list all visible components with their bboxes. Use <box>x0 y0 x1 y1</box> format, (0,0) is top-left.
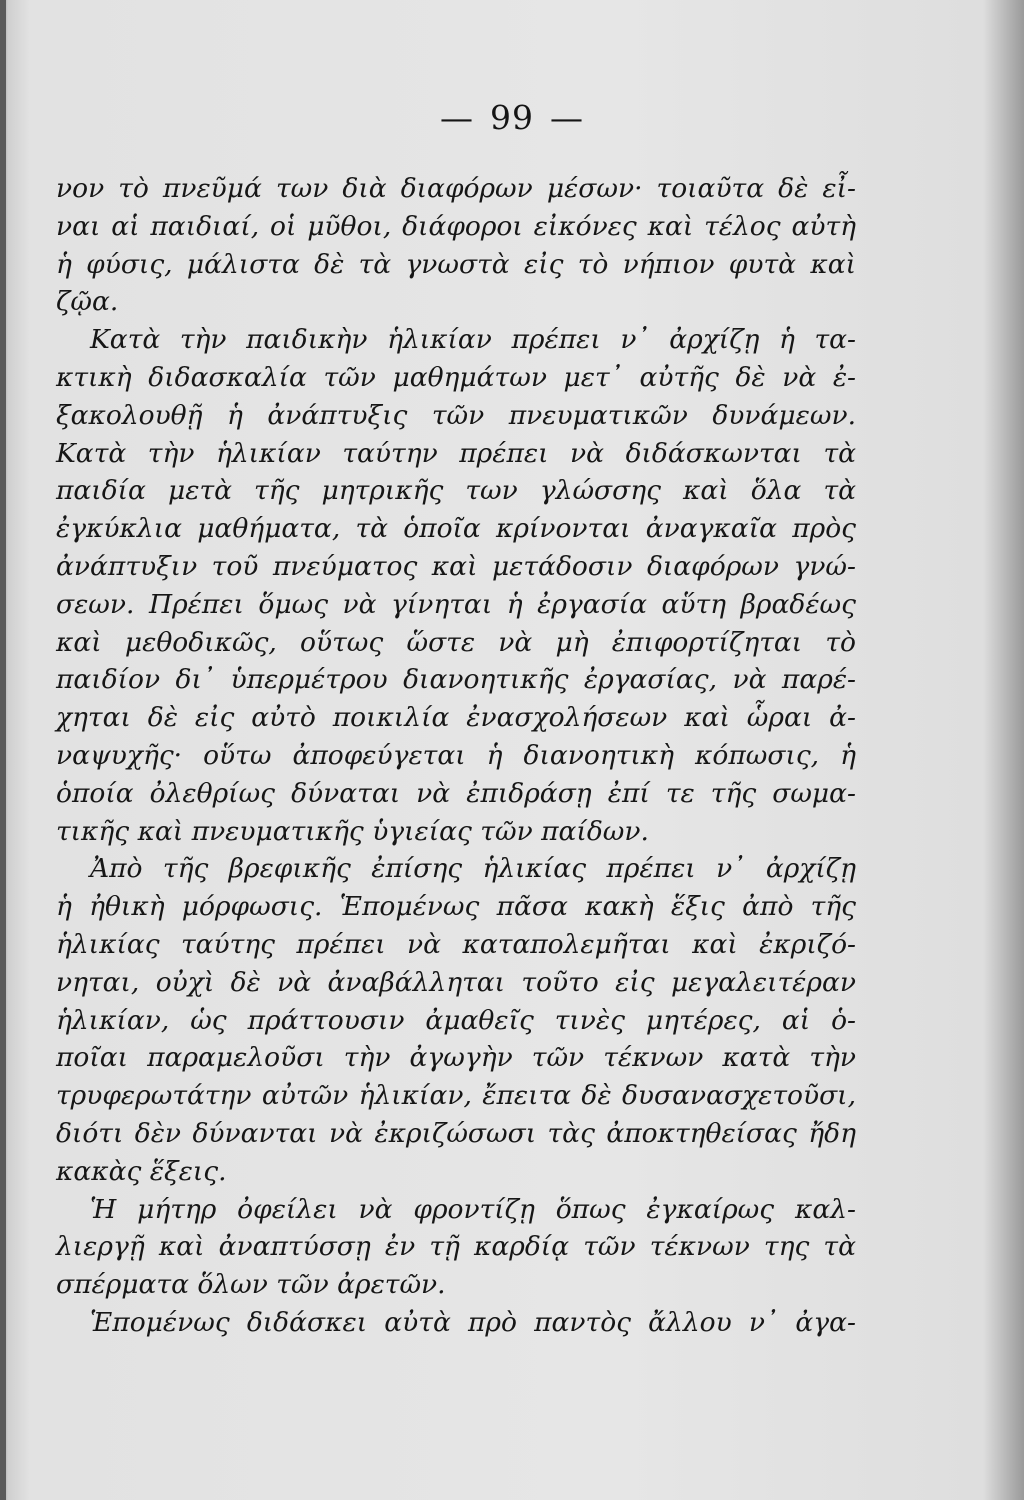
text-line: διότι δὲν δύνανται νὰ ἐκριζώσωσι τὰς ἀποκτηθείσας ἤδη <box>56 1117 856 1149</box>
text-line: τρυφερωτάτην αὐτῶν ἡλικίαν, ἔπειτα δὲ δυσανασχετοῦσι, <box>56 1080 856 1112</box>
text-line: ἀνάπτυξιν τοῦ πνεύματος καὶ μετάδοσιν διαφόρων γνώ- <box>56 550 856 582</box>
text-line: Κατὰ τὴν ἡλικίαν ταύτην πρέπει νὰ διδάσκωνται τὰ <box>56 437 856 469</box>
text-line: ὁποία ὀλεθρίως δύναται νὰ ἐπιδράσῃ ἐπί τε τῆς σωμα- <box>56 777 856 809</box>
text-line: Ἡ μήτηρ ὀφείλει νὰ φροντίζῃ ὅπως ἐγκαίρως καλ- <box>90 1193 856 1225</box>
text-line: ἐγκύκλια μαθήματα, τὰ ὁποῖα κρίνονται ἀναγκαῖα πρὸς <box>56 513 856 545</box>
text-line: ποῖαι παραμελοῦσι τὴν ἀγωγὴν τῶν τέκνων κατὰ τὴν <box>56 1042 856 1074</box>
text-line: χηται δὲ εἰς αὐτὸ ποικιλία ἐνασχολήσεων καὶ ὧραι ἀ- <box>56 702 856 734</box>
text-line: Κατὰ τὴν παιδικὴν ἡλικίαν πρέπει ν᾽ ἀρχίζῃ ἡ τα- <box>90 324 856 356</box>
text-line: νηται, οὐχὶ δὲ νὰ ἀναβάλληται τοῦτο εἰς μεγαλειτέραν <box>56 966 856 998</box>
page-header <box>0 98 1024 137</box>
text-line: λιεργῇ καὶ ἀναπτύσσῃ ἐν τῇ καρδίᾳ τῶν τέκνων της τὰ <box>56 1231 856 1263</box>
text-line: ἡλικίαν, ὡς πράττουσιν ἀμαθεῖς τινὲς μητέρες, αἱ ὁ- <box>56 1004 856 1036</box>
text-line: ξακολουθῇ ἡ ἀνάπτυξις τῶν πνευματικῶν δυνάμεων. <box>56 399 856 431</box>
text-line: Ἑπομένως διδάσκει αὐτὰ πρὸ παντὸς ἄλλου ν᾽ ἀγα- <box>90 1306 856 1338</box>
header-dash-right: — <box>550 98 584 137</box>
page-edge-shadow <box>0 0 6 1500</box>
text-line: παιδία μετὰ τῆς μητρικῆς των γλώσσης καὶ ὅλα τὰ <box>56 475 856 507</box>
page-number: 99 <box>490 98 534 137</box>
text-line: νον τὸ πνεῦμά των διὰ διαφόρων μέσων· τοιαῦτα δὲ εἶ- <box>56 173 856 204</box>
text-line: ἡ ἠθικὴ μόρφωσις. Ἑπομένως πᾶσα κακὴ ἕξις ἀπὸ τῆς <box>56 891 856 923</box>
text-line: ναι αἱ παιδιαί, οἱ μῦθοι, διάφοροι εἰκόνες καὶ τέλος αὐτὴ <box>56 210 856 242</box>
text-line: σπέρματα ὅλων τῶν ἀρετῶν. <box>56 1269 446 1301</box>
body-text <box>56 170 856 1342</box>
text-line: σεων. Πρέπει ὅμως νὰ γίνηται ἡ ἐργασία αὕτη βραδέως <box>56 588 856 620</box>
text-line: Ἀπὸ τῆς βρεφικῆς ἐπίσης ἡλικίας πρέπει ν᾽ ἀρχίζῃ <box>90 853 856 885</box>
text-line: καὶ μεθοδικῶς, οὕτως ὥστε νὰ μὴ ἐπιφορτίζηται τὸ <box>56 626 856 658</box>
text-line: κακὰς ἕξεις. <box>56 1155 227 1187</box>
text-line: τικῆς καὶ πνευματικῆς ὑγιείας τῶν παίδων. <box>56 815 649 847</box>
text-line: ζῷα. <box>56 286 119 318</box>
header-dash-left: — <box>440 98 474 137</box>
text-line: παιδίον δι᾽ ὑπερμέτρου διανοητικῆς ἐργασίας, νὰ παρέ- <box>56 664 856 696</box>
text-line: ἡλικίας ταύτης πρέπει νὰ καταπολεμῆται καὶ ἐκριζό- <box>56 928 856 960</box>
text-line: ἡ φύσις, μάλιστα δὲ τὰ γνωστὰ εἰς τὸ νήπιον φυτὰ καὶ <box>56 248 856 280</box>
text-line: κτικὴ διδασκαλία τῶν μαθημάτων μετ᾽ αὐτῆς δὲ νὰ ἐ- <box>56 361 856 393</box>
text-line: ναψυχῆς· οὕτω ἀποφεύγεται ἡ διανοητικὴ κόπωσις, ἡ <box>56 739 856 771</box>
